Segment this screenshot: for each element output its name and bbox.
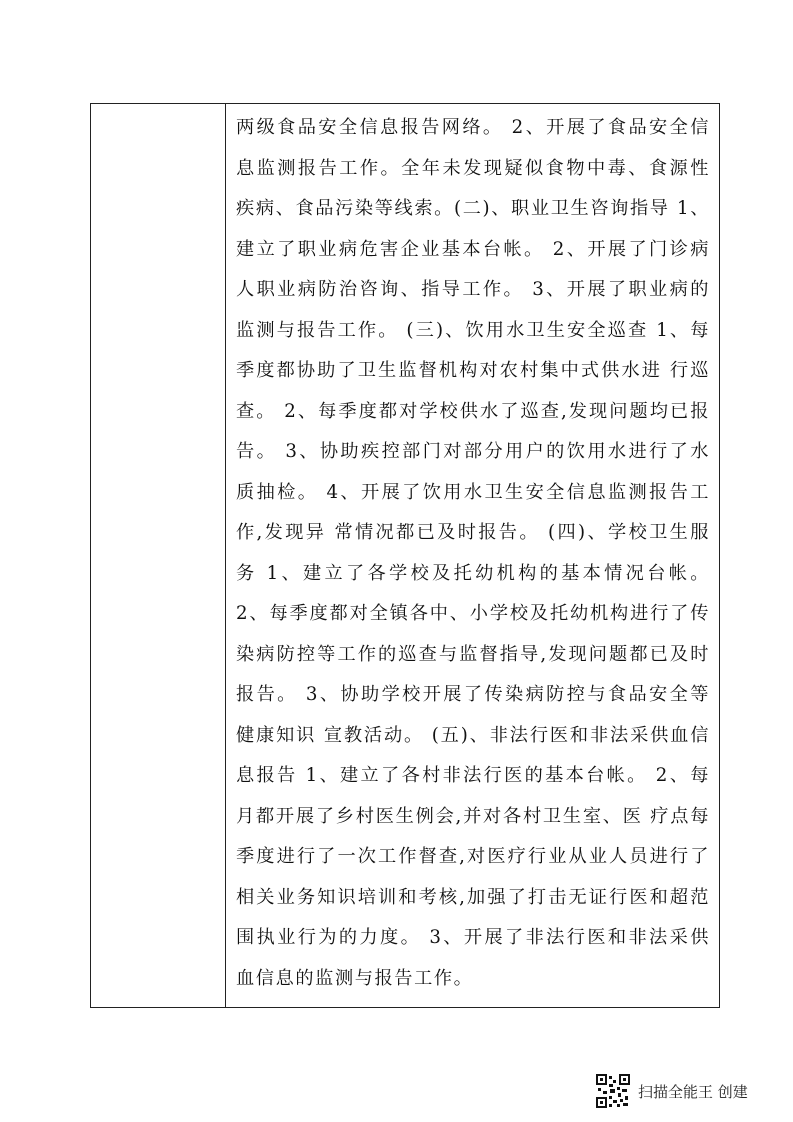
watermark-text: 扫描全能王 创建 <box>638 1082 748 1101</box>
qr-code-icon <box>596 1074 630 1108</box>
left-label-column <box>91 104 226 1007</box>
report-body-text: 两级食品安全信息报告网络。 2、开展了食品安全信息监测报告工作。全年未发现疑似食物中毒、食源性疾病、食品污染等线索。(二)、职业卫生咨询指导 1、建立了职业病危害企业基本台帐。 2、开展了门诊病人职业病防治咨询、指导工作。 3、开展了职业病的监测与报告工作。 (三)、饮用水卫生安全巡查 1、每季度都协助了卫生监督机构对农村集中式供水进 行巡查。 2、每季度都对学校供水了巡查,发现问题均已报告。 3、协助疾控部门对部分用户的饮用水进行了水质抽检。 4、开展了饮用水卫生安全信息监测报告工作,发现异 常情况都已及时报告。 (四)、学校卫生服务 1、建立了各学校及托幼机构的基本情况台帐。 2、每季度都对全镇各中、小学校及托幼机构进行了传 染病防控等工作的巡查与监督指导,发现问题都已及时报告。 3、协助学校开展了传染病防控与食品安全等健康知识 宣教活动。 (五)、非法行医和非法采供血信息报告 1、建立了各村非法行医的基本台帐。 2、每月都开展了乡村医生例会,并对各村卫生室、医 疗点每季度进行了一次工作督查,对医疗行业从业人员进行了相关业务知识培训和考核,加强了打击无证行医和超范围执业行为的力度。 3、开展了非法行医和非法采供血信息的监测与报告工作。 <box>236 117 710 989</box>
table-frame <box>90 103 720 1008</box>
scanner-watermark <box>596 1074 748 1108</box>
